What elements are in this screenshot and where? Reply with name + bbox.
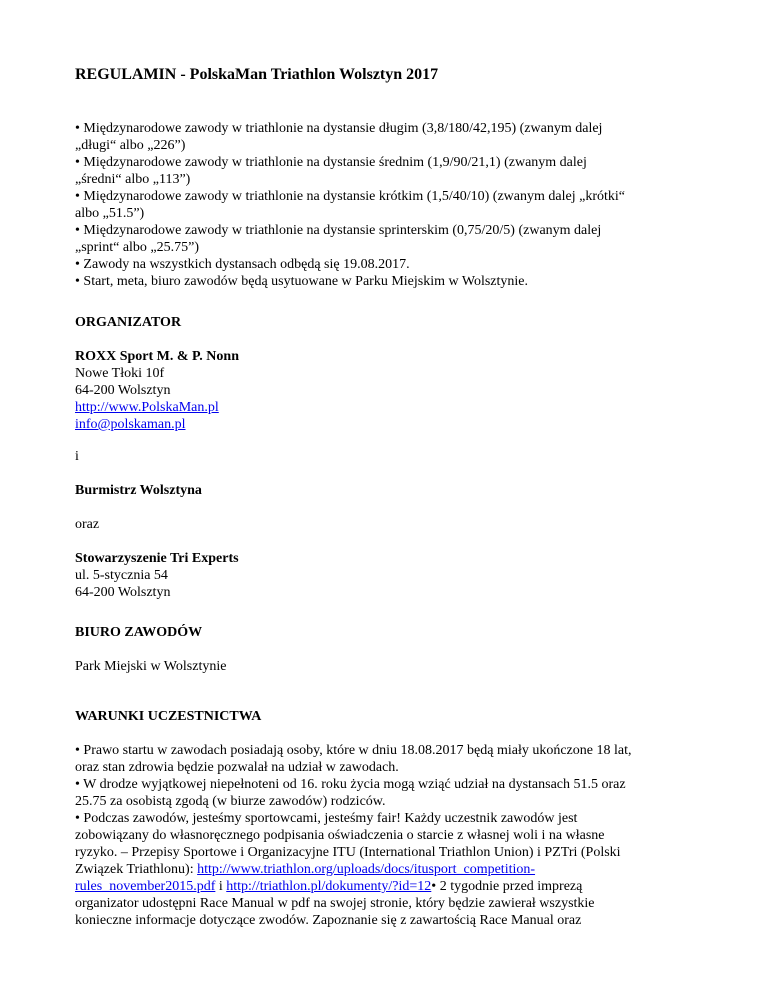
organizer-email-link[interactable]: info@polskaman.pl [75,417,186,432]
conditions-heading: WARUNKI UCZESTNICTWA [75,709,262,724]
organizer-name: ROXX Sport M. & P. Nonn [75,349,239,364]
organizer-heading: ORGANIZATOR [75,315,182,330]
conditions-line: organizator udostępni Race Manual w pdf na swojej stronie, który będzie zawierał wszystkie [75,896,595,911]
intro-line: „długi“ albo „226”) [75,138,186,153]
intro-line: • Start, meta, biuro zawodów będą usytuowane w Parku Miejskim w Wolsztynie. [75,274,528,289]
conditions-line [75,878,705,895]
partner2-street: ul. 5-stycznia 54 [75,568,168,583]
conditions-text: • 2 tygodnie przed imprezą [431,879,583,894]
organizer-city: 64-200 Wolsztyn [75,383,171,398]
organizer-address [75,348,705,433]
partner-mayor: Burmistrz Wolsztyna [75,483,202,498]
conditions-line: • W drodze wyjątkowej niepełnoteni od 16. roku życia mogą wziąć udział na dystansach 51.5 oraz [75,777,626,792]
conjunction-oraz: oraz [75,517,100,532]
itu-rules-link-part2[interactable]: rules_november2015.pdf [75,879,216,894]
office-location: Park Miejski w Wolsztynie [75,659,227,674]
conjunction-i: i [75,449,79,464]
partner2-name: Stowarzyszenie Tri Experts [75,551,239,566]
conditions-line: • Prawo startu w zawodach posiadają osoby, które w dniu 18.08.2017 będą miały ukończone 18 lat, [75,743,632,758]
partner2-city: 64-200 Wolsztyn [75,585,171,600]
conditions-text: i [215,879,227,894]
conditions-line: ryzyko. – Przepisy Sportowe i Organizacyjne ITU (International Triathlon Union) i PZTri (Polski [75,845,621,860]
intro-line: „sprint“ albo „25.75”) [75,240,200,255]
organizer-street: Nowe Tłoki 10f [75,366,165,381]
itu-rules-link-part1[interactable]: http://www.triathlon.org/uploads/docs/itusport_competition- [197,862,536,877]
intro-line: albo „51.5”) [75,206,145,221]
document-title: REGULAMIN - PolskaMan Triathlon Wolsztyn 2017 [75,66,439,83]
conditions-line: • Podczas zawodów, jesteśmy sportowcami, jesteśmy fair! Każdy uczestnik zawodów jest [75,811,578,826]
conditions-line: konieczne informacje dotyczące zwodów. Zapoznanie się z zawartością Race Manual oraz [75,913,582,928]
partner-tri-experts [75,550,705,601]
conditions-line [75,861,705,878]
intro-line: • Międzynarodowe zawody w triathlonie na dystansie średnim (1,9/90/21,1) (zwanym dalej [75,155,587,170]
intro-line: • Międzynarodowe zawody w triathlonie na dystansie długim (3,8/180/42,195) (zwanym dalej [75,121,603,136]
conditions-line: zobowiązany do własnoręcznego podpisania oświadczenia o starcie z własnej woli i na własne [75,828,605,843]
intro-line: „średni“ albo „113”) [75,172,191,187]
conditions-section [75,742,705,929]
intro-line: • Międzynarodowe zawody w triathlonie na dystansie krótkim (1,5/40/10) (zwanym dalej „krótki“ [75,189,625,204]
intro-line: • Zawody na wszystkich dystansach odbędą się 19.08.2017. [75,257,410,272]
pztri-documents-link[interactable]: http://triathlon.pl/dokumenty/?id=12 [226,879,432,894]
office-heading: BIURO ZAWODÓW [75,625,203,640]
conditions-line: 25.75 za osobistą zgodą (w biurze zawodów) rodziców. [75,794,386,809]
conditions-line: oraz stan zdrowia będzie pozwalał na udział w zawodach. [75,760,399,775]
intro-line: • Międzynarodowe zawody w triathlonie na dystansie sprinterskim (0,75/20/5) (zwanym dalej [75,223,602,238]
conditions-text: Związek Triathlonu): [75,862,198,877]
organizer-website-link[interactable]: http://www.PolskaMan.pl [75,400,219,415]
intro-section [75,120,705,290]
